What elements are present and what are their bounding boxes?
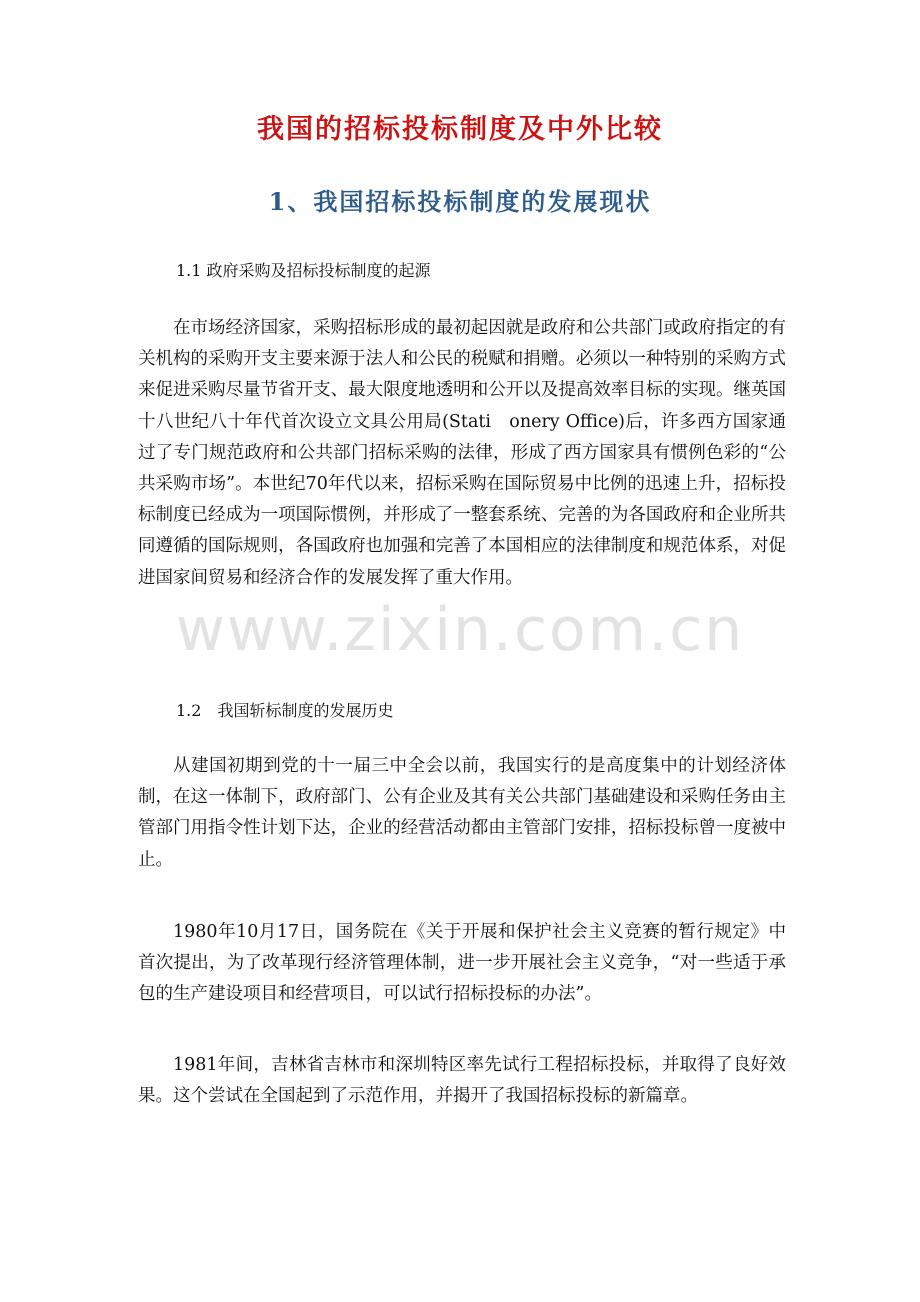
paragraph-history-2: 1980年10月17日，国务院在《关于开展和保护社会主义竞赛的暂行规定》中首次提出，为了改革现行经济管理体制，进一步开展社会主义竞争，“对一些适于承包的生产建设项目和经营项目，可以试行招标投标的办法”。 — [138, 922, 786, 1005]
paragraph-origin: 在市场经济国家，采购招标形成的最初起因就是政府和公共部门或政府指定的有关机构的采购开支主要来源于法人和公民的税赋和捐赠。必须以一种特别的采购方式来促进采购尽量节省开支、最大限度地透明和公开以及提高效率目标的实现。继英国十八世纪八十年代首次设立文具公用局(Stati onery Office)后，许多西方国家通过了专门规范政府和公共部门招标采购的法律，形成了西方国家具有惯例色彩的“公共采购市场”。本世纪70年代以来，招标采购在国际贸易中比例的迅速上升，招标投标制度已经成为一项国际惯例，并形成了一整套系统、完善的为各国政府和企业所共同遵循的国际规则，各国政府也加强和完善了本国相应的法律制度和规范体系，对促进国家间贸易和经济合作的发展发挥了重大作用。 — [138, 318, 786, 588]
section-heading-1-1: 1.1 政府采购及招标投标制度的起源 — [176, 261, 431, 280]
document-title: 我国的招标投标制度及中外比较 — [257, 114, 663, 145]
section-title: 1、我国招标投标制度的发展现状 — [268, 187, 652, 216]
section-heading-1-2: 1.2 我国斩标制度的发展历史 — [176, 701, 394, 720]
paragraph-history-3: 1981年间，吉林省吉林市和深圳特区率先试行工程招标投标，并取得了良好效果。这个尝试在全国起到了示范作用，并揭开了我国招标投标的新篇章。 — [138, 1055, 786, 1107]
watermark: www.zixin.com.cn — [175, 595, 745, 665]
paragraph-history-1: 从建国初期到党的十一届三中全会以前，我国实行的是高度集中的计划经济体制，在这一体制下，政府部门、公有企业及其有关公共部门基础建设和采购任务由主管部门用指令性计划下达，企业的经营活动都由主管部门安排，招标投标曾一度被中止。 — [138, 756, 786, 870]
